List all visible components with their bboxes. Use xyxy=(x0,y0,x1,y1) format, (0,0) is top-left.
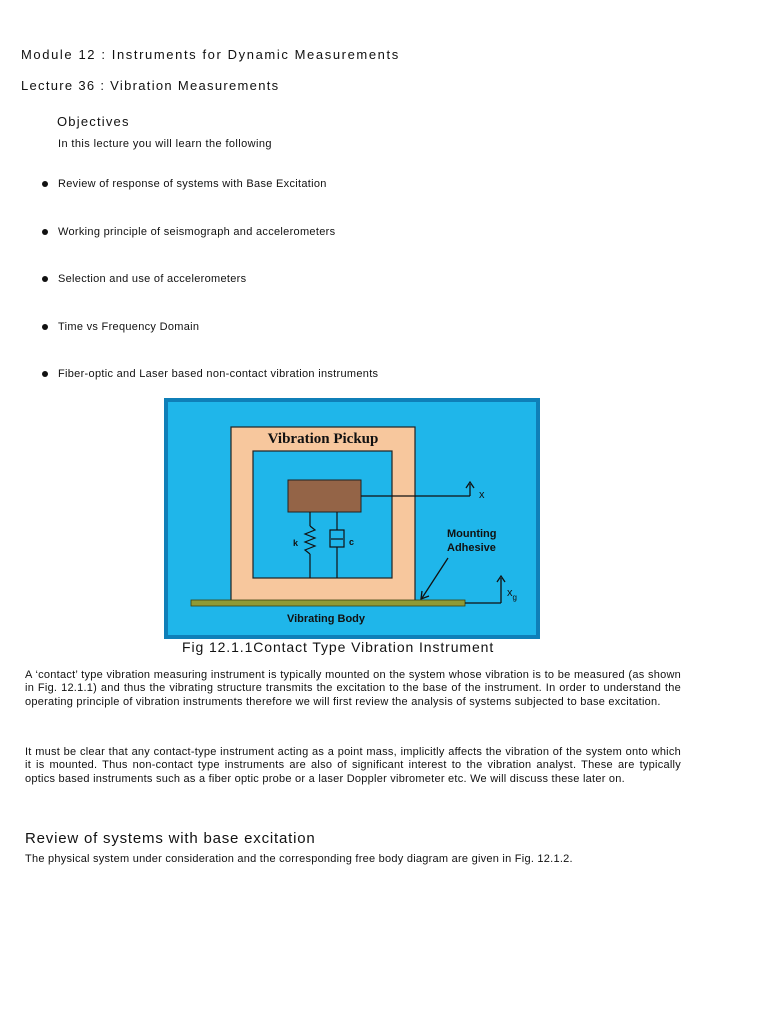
seismic-mass xyxy=(288,480,361,512)
objective-text: Review of response of systems with Base Excitation xyxy=(58,178,327,190)
objective-text: Time vs Frequency Domain xyxy=(58,320,200,333)
objective-text: Selection and use of accelerometers xyxy=(58,273,247,285)
body-paragraph-1: A ‘contact’ type vibration measuring instrument is typically mounted on the system whose vibration is to be measured (as shown in Fig. 12.1.1) and thus the vibrating structure transmits the excitation to the base of the instrument. In order to understand the operating principle of vibration instruments therefore we will first review the analysis of systems subjected to base excitation. xyxy=(25,669,681,708)
list-item xyxy=(40,318,640,366)
body-paragraph-3: The physical system under consideration and the corresponding free body diagram are given in Fig. 12.1.2. xyxy=(25,853,573,865)
section-heading: Review of systems with base excitation xyxy=(25,830,316,847)
objective-text: Working principle of seismograph and accelerometers xyxy=(58,225,336,238)
housing-cavity xyxy=(253,451,392,578)
x-label: x xyxy=(479,489,485,501)
list-item xyxy=(40,223,640,271)
spring-k-label: k xyxy=(293,538,299,548)
bullet-icon xyxy=(42,324,48,330)
damper-c-label: c xyxy=(349,537,355,547)
objectives-heading: Objectives xyxy=(57,114,130,129)
body-paragraph-2: It must be clear that any contact-type instrument acting as a point mass, implicitly affects the vibration of the system onto which it is mounted. Thus non-contact type instruments are also of significant interest to the vibration analyst. These are typically optics based instruments such as a fiber optic probe or a laser Doppler vibrometer etc. We will discuss these later on. xyxy=(25,746,681,785)
xg-label: $x_g$ xyxy=(507,587,517,602)
list-item xyxy=(40,270,640,318)
vibrating-body-label: Vibrating Body xyxy=(286,613,366,625)
module-title: Module 12 : Instruments for Dynamic Measurements xyxy=(21,47,400,62)
mounting-label-line1: Mounting xyxy=(447,528,497,540)
lecture-title: Lecture 36 : Vibration Measurements xyxy=(21,78,280,93)
pickup-title: Vibration Pickup xyxy=(267,431,379,447)
objectives-intro: In this lecture you will learn the following xyxy=(58,138,272,150)
bullet-icon xyxy=(42,371,48,377)
mounting-label-line2: Adhesive xyxy=(447,542,496,554)
objective-text: Fiber-optic and Laser based non-contact vibration instruments xyxy=(58,368,379,380)
bullet-icon xyxy=(42,181,48,187)
figure-caption: Fig 12.1.1Contact Type Vibration Instrument xyxy=(182,639,495,655)
objectives-list xyxy=(40,175,640,413)
vibrating-body-bar xyxy=(191,600,465,606)
bullet-icon xyxy=(42,229,48,235)
vibration-pickup-figure xyxy=(164,398,540,639)
bullet-icon xyxy=(42,276,48,282)
list-item xyxy=(40,175,640,223)
